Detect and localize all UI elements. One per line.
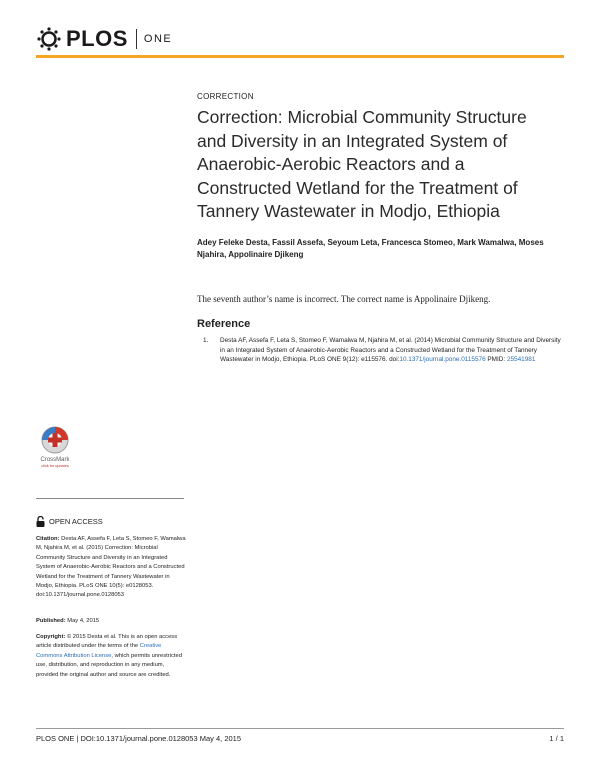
copyright-label: Copyright: bbox=[36, 634, 66, 640]
copyright-block bbox=[36, 633, 186, 680]
journal-name: ONE bbox=[143, 33, 173, 45]
citation-block bbox=[36, 535, 186, 601]
sidebar-divider bbox=[36, 498, 184, 499]
published-label: Published: bbox=[36, 618, 66, 624]
logo-divider bbox=[136, 29, 137, 49]
page-number: 1 / 1 bbox=[549, 734, 564, 743]
correction-text: The seventh author’s name is incorrect. The correct name is Appolinaire Djikeng. bbox=[197, 294, 491, 304]
article-title: Correction: Microbial Community Structure and Diversity in an Integrated System of Anaerobic-Aerobic Reactors and a Constructed Wetland for the Treatment of Tannery Wastewater in Modjo, Ethiopia bbox=[197, 107, 527, 221]
citation-label: Citation: bbox=[36, 536, 60, 542]
crossmark-badge[interactable] bbox=[36, 425, 74, 469]
crossmark-icon bbox=[36, 425, 74, 469]
author-list: Adey Feleke Desta, Fassil Assefa, Seyoum Leta, Francesca Stomeo, Mark Wamalwa, Moses Njahira, Appolinaire Djikeng bbox=[197, 238, 544, 259]
open-access-badge bbox=[36, 516, 103, 527]
reference-list bbox=[203, 336, 563, 365]
open-lock-icon bbox=[36, 516, 45, 527]
copyright-text-2: , which permits unrestricted use, distribution, and reproduction in any medium, provided the original author and source are credited. bbox=[36, 652, 182, 678]
crossmark-label: CrossMark bbox=[40, 457, 70, 463]
crossmark-sublabel: click for updates bbox=[41, 464, 69, 468]
open-access-label: OPEN ACCESS bbox=[49, 517, 103, 526]
license-link[interactable]: Creative Commons Attribution License bbox=[36, 643, 162, 659]
section-label: CORRECTION bbox=[197, 92, 254, 101]
copyright-text-1: © 2015 Desta et al. This is an open access article distributed under the terms of the bbox=[36, 634, 178, 650]
published-date: May 4, 2015 bbox=[65, 618, 100, 624]
plos-one-logo bbox=[36, 26, 172, 52]
reference-number: 1. bbox=[203, 337, 209, 344]
brand-name: PLOS bbox=[66, 26, 128, 51]
header-accent-rule bbox=[36, 55, 564, 58]
reference-text bbox=[220, 336, 563, 365]
footer-rule bbox=[36, 728, 564, 729]
plos-logo-icon bbox=[36, 26, 62, 52]
published-block bbox=[36, 617, 186, 626]
reference-heading: Reference bbox=[197, 318, 251, 330]
footer-journal-info: PLOS ONE | DOI:10.1371/journal.pone.0128053 May 4, 2015 bbox=[36, 734, 241, 743]
reference-body: Desta AF, Assefa F, Leta S, Stomeo F, Wamalwa M, Njahira M, et al. (2014) Microbial Community Structure and Diversity in an Integrated System of Anaerobic-Aerobic Reactors and a Constructed Wetland for the Treatment of Tannery Wastewater in Modjo, Ethiopia. PLoS ONE 9(12): e115576. doi: bbox=[220, 337, 561, 364]
reference-pmid-label: PMID: bbox=[485, 356, 507, 364]
citation-text: Desta AF, Assefa F, Leta S, Stomeo F, Wamalwa M, Njahira M, et al. (2015) Correction: Microbial Community Structure and Diversity in an Integrated System of Anaerobic-Aerobic Reactors and a Constructed Wetland for the Treatment of Tannery Wastewater in Modjo, Ethiopia. PLoS ONE 10(5): e0128053. doi:10.1371/journal.pone.0128053 bbox=[36, 536, 186, 599]
reference-doi-link[interactable]: 10.1371/journal.pone.0115576 bbox=[399, 356, 486, 364]
reference-pmid-link[interactable]: 25541981 bbox=[506, 356, 536, 364]
